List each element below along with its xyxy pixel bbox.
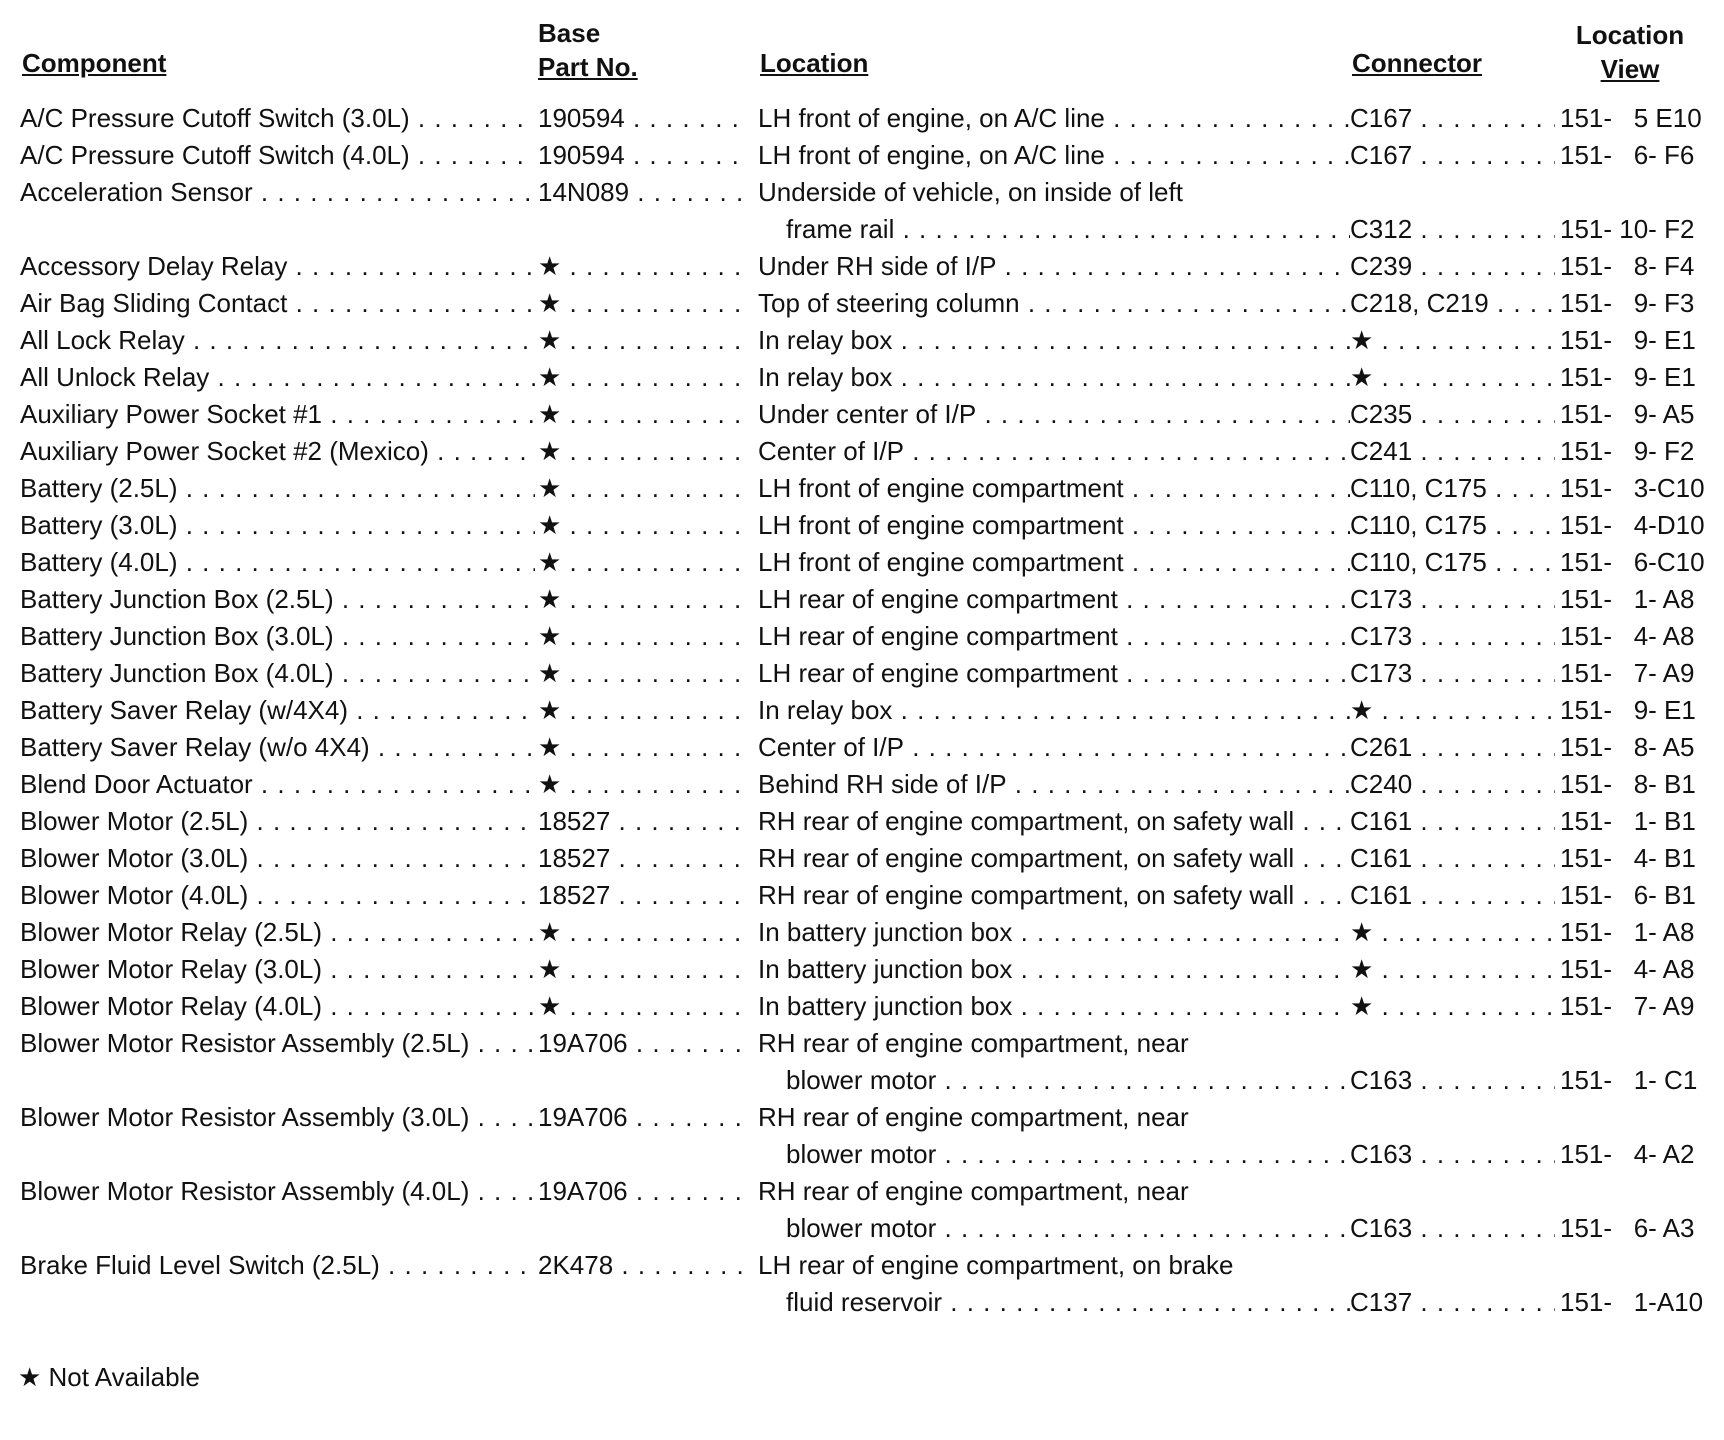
component-cell: Battery (4.0L) . . . <box>20 544 535 581</box>
location-view-cell: 151- 4- A8 <box>1560 621 1695 651</box>
table-row <box>0 914 1724 951</box>
component-table <box>0 100 1724 1321</box>
table-row <box>0 1247 1724 1284</box>
header-component: Component <box>22 48 167 78</box>
part-number-cell: ★ . . . <box>538 507 750 544</box>
location-cell: Under center of I/P . . . <box>758 396 1350 433</box>
location-cell: In relay box . . . <box>758 322 1350 359</box>
connector-cell: ★ . . . <box>1350 914 1555 951</box>
part-number-cell: ★ . . . <box>538 285 750 322</box>
component-cell: A/C Pressure Cutoff Switch (3.0L) . . . <box>20 100 535 137</box>
connector-cell: C163 . . . <box>1350 1062 1555 1099</box>
connector-cell: ★ . . . <box>1350 951 1555 988</box>
location-cell: In relay box . . . <box>758 359 1350 396</box>
part-number-cell: 190594 . . . <box>538 100 750 137</box>
connector-cell: C173 . . . <box>1350 655 1555 692</box>
component-cell: Acceleration Sensor . . . <box>20 174 535 211</box>
location-view-cell: 151- 4- A8 <box>1560 954 1695 984</box>
location-cell: Underside of vehicle, on inside of left <box>758 177 1183 207</box>
component-cell: Battery Junction Box (4.0L) . . . <box>20 655 535 692</box>
location-view-cell: 151- 8- F4 <box>1560 251 1695 281</box>
location-view-cell: 151- 3-C10 <box>1560 473 1705 503</box>
location-cell: In battery junction box . . . <box>758 988 1350 1025</box>
location-view-cell: 151- 7- A9 <box>1560 658 1695 688</box>
table-row <box>0 507 1724 544</box>
table-row <box>0 137 1724 174</box>
location-cell: Under RH side of I/P . . . <box>758 248 1350 285</box>
component-cell: All Unlock Relay . . . <box>20 359 535 396</box>
part-number-cell: ★ . . . <box>538 988 750 1025</box>
table-row <box>0 544 1724 581</box>
part-number-cell: ★ . . . <box>538 618 750 655</box>
table-row <box>0 877 1724 914</box>
location-view-cell: 151- 1- A8 <box>1560 584 1695 614</box>
component-cell: Air Bag Sliding Contact . . . <box>20 285 535 322</box>
location-cell: LH rear of engine compartment . . . <box>758 655 1350 692</box>
location-cell: LH rear of engine compartment, on brake <box>758 1250 1234 1280</box>
location-cell: RH rear of engine compartment, on safety wall . . . <box>758 877 1350 914</box>
connector-cell: C241 . . . <box>1350 433 1555 470</box>
part-number-cell: 18527 . . . <box>538 877 750 914</box>
connector-cell: C173 . . . <box>1350 618 1555 655</box>
table-row <box>0 581 1724 618</box>
table-row <box>0 248 1724 285</box>
table-row <box>0 1173 1724 1210</box>
component-cell: Battery Junction Box (3.0L) . . . <box>20 618 535 655</box>
location-view-cell: 151- 6- B1 <box>1560 880 1696 910</box>
header-location-view: Location View <box>1575 20 1685 84</box>
connector-cell: C161 . . . <box>1350 840 1555 877</box>
connector-cell: C167 . . . <box>1350 100 1555 137</box>
component-cell: Battery (2.5L) . . . <box>20 470 535 507</box>
location-cell: LH front of engine compartment . . . <box>758 470 1350 507</box>
table-row <box>0 396 1724 433</box>
component-cell: Battery Saver Relay (w/o 4X4) . . . <box>20 729 535 766</box>
location-cell: RH rear of engine compartment, near <box>758 1176 1189 1206</box>
connector-cell: C110, C175 . . . <box>1350 507 1555 544</box>
connector-cell: C240 . . . <box>1350 766 1555 803</box>
connector-cell: C167 . . . <box>1350 137 1555 174</box>
part-number-cell: 14N089 . . . <box>538 174 750 211</box>
connector-cell: C239 . . . <box>1350 248 1555 285</box>
part-number-cell: ★ . . . <box>538 396 750 433</box>
part-number-cell: ★ . . . <box>538 544 750 581</box>
location-cell: LH rear of engine compartment . . . <box>758 618 1350 655</box>
table-row-continuation <box>0 1210 1724 1247</box>
table-header <box>0 0 1724 100</box>
part-number-cell: 18527 . . . <box>538 840 750 877</box>
connector-cell: C163 . . . <box>1350 1210 1555 1247</box>
location-cell: In relay box . . . <box>758 692 1350 729</box>
table-row <box>0 433 1724 470</box>
location-view-cell: 151- 9- E1 <box>1560 362 1696 392</box>
table-row <box>0 100 1724 137</box>
location-cell: LH front of engine compartment . . . <box>758 507 1350 544</box>
location-cell: LH front of engine compartment . . . <box>758 544 1350 581</box>
location-cell: RH rear of engine compartment, near <box>758 1102 1189 1132</box>
table-row <box>0 729 1724 766</box>
component-cell: Battery (3.0L) . . . <box>20 507 535 544</box>
table-row <box>0 322 1724 359</box>
component-cell: Blower Motor Relay (4.0L) . . . <box>20 988 535 1025</box>
component-cell: Blower Motor (2.5L) . . . <box>20 803 535 840</box>
connector-cell: C110, C175 . . . <box>1350 544 1555 581</box>
location-view-cell: 151- 8- B1 <box>1560 769 1696 799</box>
part-number-cell: ★ . . . <box>538 729 750 766</box>
table-row <box>0 1025 1724 1062</box>
location-view-cell: 151- 6-C10 <box>1560 547 1705 577</box>
location-view-cell: 151- 9- E1 <box>1560 695 1696 725</box>
location-view-cell: 151- 9- F2 <box>1560 436 1695 466</box>
part-number-cell: 2K478 . . . <box>538 1247 750 1284</box>
table-row-continuation <box>0 1062 1724 1099</box>
connector-cell: C261 . . . <box>1350 729 1555 766</box>
location-cell: Top of steering column . . . <box>758 285 1350 322</box>
table-row <box>0 285 1724 322</box>
part-number-cell: 19A706 . . . <box>538 1025 750 1062</box>
part-number-cell: ★ . . . <box>538 322 750 359</box>
location-view-cell: 151- 9- A5 <box>1560 399 1695 429</box>
connector-cell: ★ . . . <box>1350 692 1555 729</box>
component-cell: Blower Motor Relay (3.0L) . . . <box>20 951 535 988</box>
component-cell: All Lock Relay . . . <box>20 322 535 359</box>
connector-cell: C173 . . . <box>1350 581 1555 618</box>
table-row <box>0 951 1724 988</box>
table-row <box>0 618 1724 655</box>
table-row <box>0 692 1724 729</box>
location-cell: In battery junction box . . . <box>758 951 1350 988</box>
connector-cell: ★ . . . <box>1350 988 1555 1025</box>
component-cell: Blower Motor Resistor Assembly (3.0L) . . . <box>20 1099 535 1136</box>
table-row <box>0 1099 1724 1136</box>
table-row <box>0 174 1724 211</box>
table-row <box>0 766 1724 803</box>
location-cell: Center of I/P . . . <box>758 729 1350 766</box>
location-view-cell: 151- 4-D10 <box>1560 510 1705 540</box>
location-view-cell: 151- 4- B1 <box>1560 843 1696 873</box>
part-number-cell: ★ . . . <box>538 766 750 803</box>
location-cell: LH front of engine, on A/C line . . . <box>758 100 1350 137</box>
part-number-cell: ★ . . . <box>538 655 750 692</box>
location-view-cell: 151- 1- A8 <box>1560 917 1695 947</box>
connector-cell: C163 . . . <box>1350 1136 1555 1173</box>
location-view-cell: 151- 4- A2 <box>1560 1139 1695 1169</box>
location-view-cell: 151- 1- C1 <box>1560 1065 1698 1095</box>
table-row <box>0 655 1724 692</box>
location-view-cell: 151- 1- B1 <box>1560 806 1696 836</box>
connector-cell: C161 . . . <box>1350 803 1555 840</box>
component-cell: Battery Saver Relay (w/4X4) . . . <box>20 692 535 729</box>
location-continuation-cell: blower motor . . . <box>786 1062 1350 1099</box>
connector-cell: ★ . . . <box>1350 359 1555 396</box>
connector-cell: C312 . . . <box>1350 211 1555 248</box>
location-view-cell: 151- 10- F2 <box>1560 214 1695 244</box>
footnote: ★ Not Available <box>18 1362 200 1392</box>
component-cell: Blower Motor Relay (2.5L) . . . <box>20 914 535 951</box>
location-view-cell: 151- 7- A9 <box>1560 991 1695 1021</box>
part-number-cell: ★ . . . <box>538 248 750 285</box>
header-location: Location <box>760 48 869 78</box>
table-row-continuation <box>0 1284 1724 1321</box>
component-cell: Blower Motor Resistor Assembly (2.5L) . . . <box>20 1025 535 1062</box>
part-number-cell: ★ . . . <box>538 951 750 988</box>
location-cell: Center of I/P . . . <box>758 433 1350 470</box>
component-cell: Auxiliary Power Socket #2 (Mexico) . . . <box>20 433 535 470</box>
location-cell: LH front of engine, on A/C line . . . <box>758 137 1350 174</box>
table-row-continuation <box>0 1136 1724 1173</box>
part-number-cell: ★ . . . <box>538 692 750 729</box>
header-connector: Connector <box>1352 48 1482 78</box>
component-cell: Blower Motor (3.0L) . . . <box>20 840 535 877</box>
location-cell: LH rear of engine compartment . . . <box>758 581 1350 618</box>
component-cell: Battery Junction Box (2.5L) . . . <box>20 581 535 618</box>
part-number-cell: 190594 . . . <box>538 137 750 174</box>
location-view-cell: 151- 6- A3 <box>1560 1213 1695 1243</box>
component-cell: Blower Motor (4.0L) . . . <box>20 877 535 914</box>
location-continuation-cell: blower motor . . . <box>786 1136 1350 1173</box>
part-number-cell: 19A706 . . . <box>538 1173 750 1210</box>
component-cell: Blower Motor Resistor Assembly (4.0L) . . . <box>20 1173 535 1210</box>
location-view-cell: 151- 6- F6 <box>1560 140 1695 170</box>
header-part-no: Base Part No. <box>538 18 638 82</box>
connector-cell: C161 . . . <box>1350 877 1555 914</box>
location-view-cell: 151- 9- E1 <box>1560 325 1696 355</box>
location-cell: RH rear of engine compartment, near <box>758 1028 1189 1058</box>
part-number-cell: ★ . . . <box>538 470 750 507</box>
connector-cell: C110, C175 . . . <box>1350 470 1555 507</box>
location-cell: RH rear of engine compartment, on safety wall . . . <box>758 803 1350 840</box>
table-row-continuation <box>0 211 1724 248</box>
part-number-cell: ★ . . . <box>538 581 750 618</box>
table-row <box>0 470 1724 507</box>
connector-cell: ★ . . . <box>1350 322 1555 359</box>
location-cell: In battery junction box . . . <box>758 914 1350 951</box>
location-view-cell: 151- 9- F3 <box>1560 288 1695 318</box>
part-number-cell: ★ . . . <box>538 914 750 951</box>
location-view-cell: 151- 5 E10 <box>1560 103 1702 133</box>
table-row <box>0 359 1724 396</box>
component-cell: A/C Pressure Cutoff Switch (4.0L) . . . <box>20 137 535 174</box>
component-cell: Auxiliary Power Socket #1 . . . <box>20 396 535 433</box>
connector-cell: C218, C219 . . . <box>1350 285 1555 322</box>
part-number-cell: ★ . . . <box>538 433 750 470</box>
connector-cell: C235 . . . <box>1350 396 1555 433</box>
location-cell: Behind RH side of I/P . . . <box>758 766 1350 803</box>
component-cell: Brake Fluid Level Switch (2.5L) . . . <box>20 1247 535 1284</box>
part-number-cell: ★ . . . <box>538 359 750 396</box>
part-number-cell: 19A706 . . . <box>538 1099 750 1136</box>
part-number-cell: 18527 . . . <box>538 803 750 840</box>
location-continuation-cell: frame rail . . . <box>786 211 1350 248</box>
component-cell: Blend Door Actuator . . . <box>20 766 535 803</box>
location-continuation-cell: fluid reservoir . . . <box>786 1284 1350 1321</box>
table-row <box>0 840 1724 877</box>
table-row <box>0 988 1724 1025</box>
location-view-cell: 151- 8- A5 <box>1560 732 1695 762</box>
location-cell: RH rear of engine compartment, on safety wall . . . <box>758 840 1350 877</box>
location-view-cell: 151- 1-A10 <box>1560 1287 1704 1317</box>
table-row <box>0 803 1724 840</box>
location-continuation-cell: blower motor . . . <box>786 1210 1350 1247</box>
component-cell: Accessory Delay Relay . . . <box>20 248 535 285</box>
connector-cell: C137 . . . <box>1350 1284 1555 1321</box>
